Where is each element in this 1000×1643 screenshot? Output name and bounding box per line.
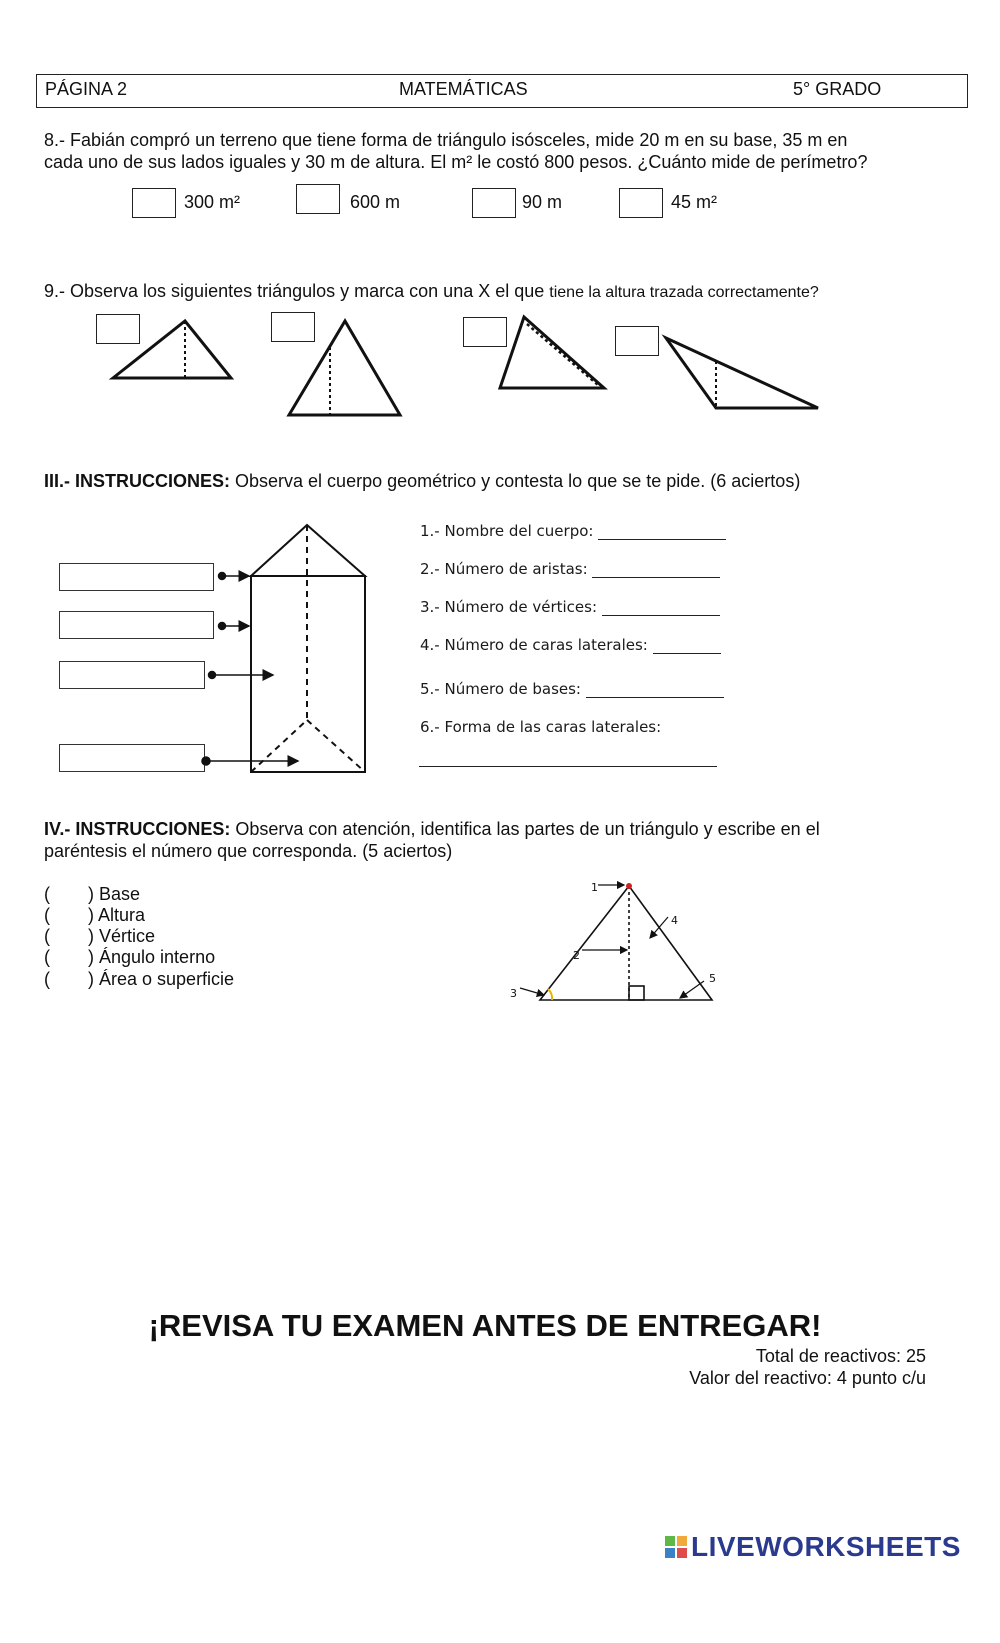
diagram-number-5: 5 (709, 972, 716, 985)
prism-question-6-label: 6.- Forma de las caras laterales: (420, 718, 662, 736)
page-number: PÁGINA 2 (45, 79, 128, 99)
triangle-1-figure (113, 321, 231, 378)
triangle-parts-figure (500, 875, 730, 1010)
triangle-part-label: Ángulo interno (99, 947, 216, 967)
prism-question-1 (420, 522, 726, 540)
prism-answer-1-blank[interactable] (598, 525, 726, 540)
triangle-2-figure (289, 321, 400, 415)
prism-question-5-label: 5.- Número de bases: (420, 680, 581, 698)
prism-question-2-label: 2.- Número de aristas: (420, 560, 588, 578)
triangle-part-item: ( ) Altura (44, 905, 146, 925)
triangle-part-label: Vértice (99, 926, 156, 946)
triangle-part-label: Base (99, 884, 141, 904)
liveworksheets-wordmark: LIVEWORKSHEETS (691, 1531, 961, 1562)
triangle-part-item: ( ) Área o superficie (44, 969, 235, 989)
prism-question-1-label: 1.- Nombre del cuerpo: (420, 522, 594, 540)
triangle-part-item: ( ) Base (44, 884, 141, 904)
diagram-number-1: 1 (591, 881, 598, 894)
prism-question-3 (420, 598, 720, 616)
prism-question-5 (420, 680, 724, 698)
prism-answer-2-blank[interactable] (592, 563, 720, 578)
q8-option-4-label: 45 m² (671, 192, 718, 212)
triangle-part-item: ( ) Ángulo interno (44, 947, 216, 967)
prism-question-2 (420, 560, 720, 578)
q8-option-3-checkbox[interactable] (472, 188, 516, 218)
q9-text-main: 9.- Observa los siguientes triángulos y marca con una X el que (44, 281, 550, 301)
vertex-dot (626, 883, 632, 889)
prism-answer-3-blank[interactable] (602, 601, 720, 616)
total-items: Total de reactivos: 25 (755, 1346, 926, 1366)
prism-question-4-label: 4.- Número de caras laterales: (420, 636, 648, 654)
q9-triangles-figure (0, 300, 1000, 430)
prism-question-4 (420, 636, 721, 654)
grade-label: 5° GRADO (793, 79, 882, 99)
diagram-number-4: 4 (671, 914, 678, 927)
triangle-part-item: ( ) Vértice (44, 926, 156, 946)
liveworksheets-logo[interactable] (665, 1532, 961, 1562)
prism-question-6 (420, 718, 661, 736)
section4-instructions (44, 818, 820, 840)
prism-answer-5-blank[interactable] (586, 683, 724, 698)
triangle-part-label: Altura (98, 905, 146, 925)
review-exam-banner: ¡REVISA TU EXAMEN ANTES DE ENTREGAR! (148, 1308, 822, 1343)
q9-text-small: tiene la altura trazada correctamente? (549, 284, 819, 301)
subject-title: MATEMÁTICAS (399, 79, 528, 99)
q8-option-1-label: 300 m² (184, 192, 241, 212)
triangle-4-figure (666, 338, 818, 408)
diagram-number-3: 3 (510, 987, 517, 1000)
section3-instructions (44, 470, 800, 492)
q8-option-1-checkbox[interactable] (132, 188, 176, 218)
prism-answer-4-blank[interactable] (653, 639, 721, 654)
prism-question-3-label: 3.- Número de vértices: (420, 598, 598, 616)
item-value: Valor del reactivo: 4 punto c/u (689, 1368, 926, 1388)
section4-heading: IV.- INSTRUCCIONES: (44, 819, 231, 839)
q8-option-2-label: 600 m (350, 192, 401, 212)
q8-option-3-label: 90 m (522, 192, 563, 212)
section4-text2: paréntesis el número que corresponda. (5 aciertos) (44, 841, 453, 861)
triangle-3-figure (500, 317, 604, 388)
section3-text: Observa el cuerpo geométrico y contesta lo que se te pide. (6 aciertos) (230, 471, 801, 491)
section3-heading: III.- INSTRUCCIONES: (44, 471, 231, 491)
q8-option-4-checkbox[interactable] (619, 188, 663, 218)
section4-text1: Observa con atención, identifica las partes de un triángulo y escribe en el (230, 819, 820, 839)
page-header (36, 74, 968, 108)
diagram-number-2: 2 (573, 949, 580, 962)
q8-line1: 8.- Fabián compró un terreno que tiene forma de triángulo isósceles, mide 20 m en su base, 35 m en (44, 130, 848, 150)
q8-option-2-checkbox[interactable] (296, 184, 340, 214)
prism-answer-6-blank[interactable] (419, 752, 717, 767)
triangle-part-label: Área o superficie (99, 969, 235, 989)
q8-line2: cada uno de sus lados iguales y 30 m de altura. El m² le costó 800 pesos. ¿Cuánto mide de perímetro? (44, 152, 868, 172)
liveworksheets-icon (665, 1536, 687, 1558)
triangular-prism-figure (0, 510, 420, 790)
